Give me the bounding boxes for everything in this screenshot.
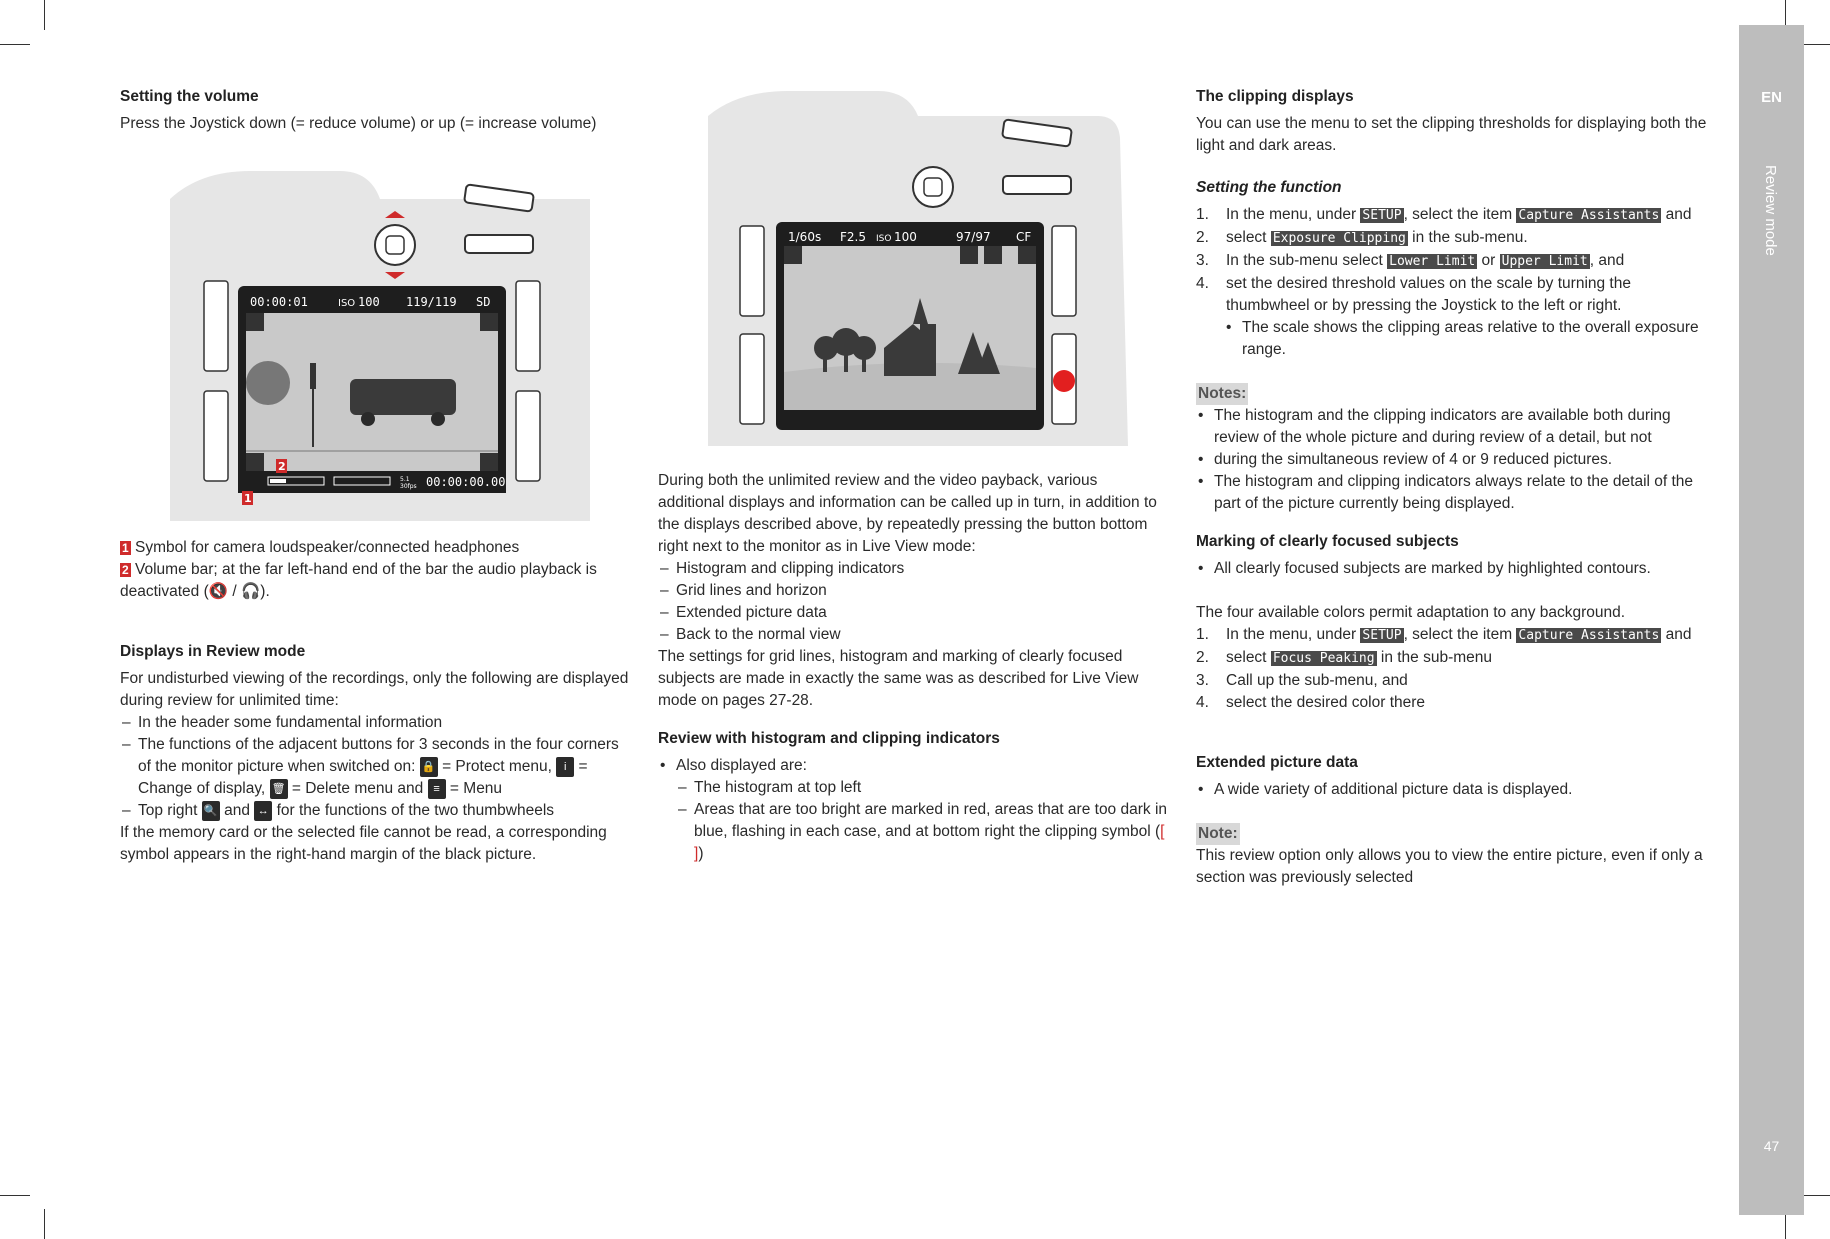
svg-text:97/97: 97/97 [956, 230, 991, 244]
list-item: – Extended picture data [658, 602, 1168, 624]
list-item: 4. select the desired color there [1196, 694, 1426, 711]
clipping-symbol: [ ] [694, 823, 1165, 862]
displays-list [120, 712, 635, 822]
review-options-list [658, 558, 1168, 646]
svg-text:ISO: ISO [876, 234, 892, 244]
settings-text: The settings for grid lines, histogram and marking of clearly focused subjects are made in exactly the same was as described for Live View mode on pages 27-28. [658, 648, 1139, 709]
crop-mark [44, 1209, 45, 1239]
list-item: 3. In the sub-menu select Lower Limit or Upper Limit , and [1196, 252, 1625, 269]
peaking-steps [1196, 624, 1710, 714]
thumbwheel-function-icon: ↔ [254, 801, 272, 821]
crop-mark [0, 1195, 30, 1196]
setting-volume-heading: Setting the volume [120, 88, 259, 105]
legend-2: 2 Volume bar; at the far left-hand end of the bar the audio playback is deactivated (🔇 / 🎧). [120, 561, 597, 600]
setting-volume-text: Press the Joystick down (= reduce volume) or up (= increase volume) [120, 115, 597, 132]
review-intro: During both the unlimited review and the video payback, various additional displays and information can be called up in turn, in addition to the displays described above, by repeatedly pressing the button bottom right next to the monitor as in Live View mode: [658, 472, 1157, 555]
bus-icon [350, 379, 456, 415]
svg-text:1/60s: 1/60s [788, 230, 822, 244]
colors-text: The four available colors permit adaptation to any background. [1196, 604, 1626, 621]
list-item: 1. In the menu, under SETUP , select the item Capture Assistants and [1196, 206, 1692, 223]
notes-list [1196, 405, 1710, 515]
histogram-heading: Review with histogram and clipping indicators [658, 730, 1000, 747]
svg-text:CF: CF [1016, 230, 1032, 244]
marking-heading: Marking of clearly focused subjects [1196, 533, 1459, 550]
list-item: – Grid lines and horizon [658, 580, 1168, 602]
menu-icon: ≡ [428, 779, 446, 799]
notes-label: Notes: [1196, 383, 1248, 405]
crop-mark [44, 0, 45, 30]
list-item: 2. select Focus Peaking in the sub-menu [1196, 649, 1493, 666]
list-item: 2. select Exposure Clipping in the sub-menu. [1196, 229, 1528, 246]
protect-icon: 🔒 [420, 757, 438, 777]
displays-footer: If the memory card or the selected file cannot be read, a corresponding symbol appears in the right-hand margin of the black picture. [120, 824, 607, 863]
svg-text:F2.5: F2.5 [840, 230, 866, 244]
page-number: 47 [1763, 1138, 1780, 1154]
clipping-text: You can use the menu to set the clipping thresholds for displaying both the light and dark areas. [1196, 115, 1707, 154]
displays-text: For undisturbed viewing of the recordings, only the following are displayed during review for unlimited time: [120, 670, 629, 709]
crop-mark [0, 44, 30, 45]
note-text: This review option only allows you to view the entire picture, even if only a section was previously selected [1196, 847, 1703, 886]
list-item: • The scale shows the clipping areas relative to the overall exposure range. [1196, 317, 1710, 361]
list-item: – In the header some fundamental information [120, 712, 635, 734]
list-item: • The histogram and clipping indicators always relate to the detail of the part of the picture currently being displayed. [1196, 471, 1710, 515]
column-middle [658, 86, 1168, 865]
setting-steps [1196, 204, 1710, 317]
svg-text:100: 100 [358, 295, 380, 309]
camera-photo-review-figure [658, 86, 1168, 446]
setting-function-heading: Setting the function [1196, 179, 1342, 196]
list-item: • Also displayed are: [658, 755, 1168, 777]
crop-mark [1800, 44, 1830, 45]
svg-text:1: 1 [244, 492, 252, 505]
column-right [1196, 86, 1710, 889]
crop-mark [1800, 1195, 1830, 1196]
camera-video-review-figure [120, 151, 635, 521]
list-item: • The histogram and the clipping indicators are available both during review of the whole picture and during review of a detail, but not [1196, 405, 1710, 449]
info-icon: i [556, 757, 574, 777]
svg-text:100: 100 [894, 230, 917, 244]
svg-text:ISO: ISO [338, 298, 356, 309]
list-item: – Areas that are too bright are marked in red, areas that are too dark in blue, flashing in each case, and at bottom right the clipping symbol ([ ]) [658, 799, 1168, 865]
svg-text:119/119: 119/119 [406, 295, 457, 309]
histogram-items [658, 777, 1168, 865]
language-tab: EN [1761, 89, 1782, 106]
scale-note-list [1196, 317, 1710, 361]
svg-text:30fps: 30fps [400, 483, 417, 490]
svg-text:5.1: 5.1 [400, 476, 410, 483]
delete-icon: 🗑 [270, 779, 288, 799]
list-item: – Back to the normal view [658, 624, 1168, 646]
legend-1: 1 Symbol for camera loudspeaker/connected headphones [122, 539, 520, 556]
list-item: – The functions of the adjacent buttons for 3 seconds in the four corners of the monitor picture when switched on: 🔒 = Protect menu, i = Change of display, 🗑 = Delete menu and ≡ = Menu [120, 734, 635, 800]
clipping-button-icon [1053, 370, 1075, 392]
svg-text:00:00:00.00: 00:00:00.00 [426, 475, 506, 489]
list-item: – The histogram at top left [658, 777, 1168, 799]
extended-heading: Extended picture data [1196, 754, 1358, 771]
svg-text:2: 2 [278, 460, 286, 473]
list-item: 1. In the menu, under SETUP , select the item Capture Assistants and [1196, 626, 1692, 643]
marking-list [1196, 558, 1710, 580]
list-item: 3. Call up the sub-menu, and [1196, 672, 1408, 689]
column-left [120, 86, 635, 866]
clipping-heading: The clipping displays [1196, 88, 1354, 105]
extended-list [1196, 779, 1710, 801]
list-item: • during the simultaneous review of 4 or 9 reduced pictures. [1196, 449, 1710, 471]
zoom-icon: 🔍 [202, 801, 220, 821]
section-title: Review mode [1762, 165, 1779, 256]
joystick-icon [913, 167, 953, 207]
section-sidebar [1739, 25, 1804, 1215]
playback-controls-icon [246, 361, 290, 405]
headphones-off-icon: 🎧 [240, 583, 261, 600]
joystick-icon [375, 225, 415, 265]
also-displayed-list [658, 755, 1168, 777]
list-item: • A wide variety of additional picture data is displayed. [1196, 779, 1710, 801]
list-item: – Histogram and clipping indicators [658, 558, 1168, 580]
list-item: 4. set the desired threshold values on the scale by turning the thumbwheel or by pressing the Joystick to the left or right. [1196, 275, 1631, 314]
displays-heading: Displays in Review mode [120, 643, 306, 660]
list-item: • All clearly focused subjects are marked by highlighted contours. [1196, 558, 1710, 580]
svg-text:SD: SD [476, 295, 491, 309]
list-item: – Top right 🔍 and ↔ for the functions of the two thumbwheels [120, 800, 635, 822]
speaker-off-icon: 🔇 [208, 583, 229, 600]
note-label: Note: [1196, 823, 1240, 845]
svg-text:00:00:01: 00:00:01 [250, 295, 308, 309]
